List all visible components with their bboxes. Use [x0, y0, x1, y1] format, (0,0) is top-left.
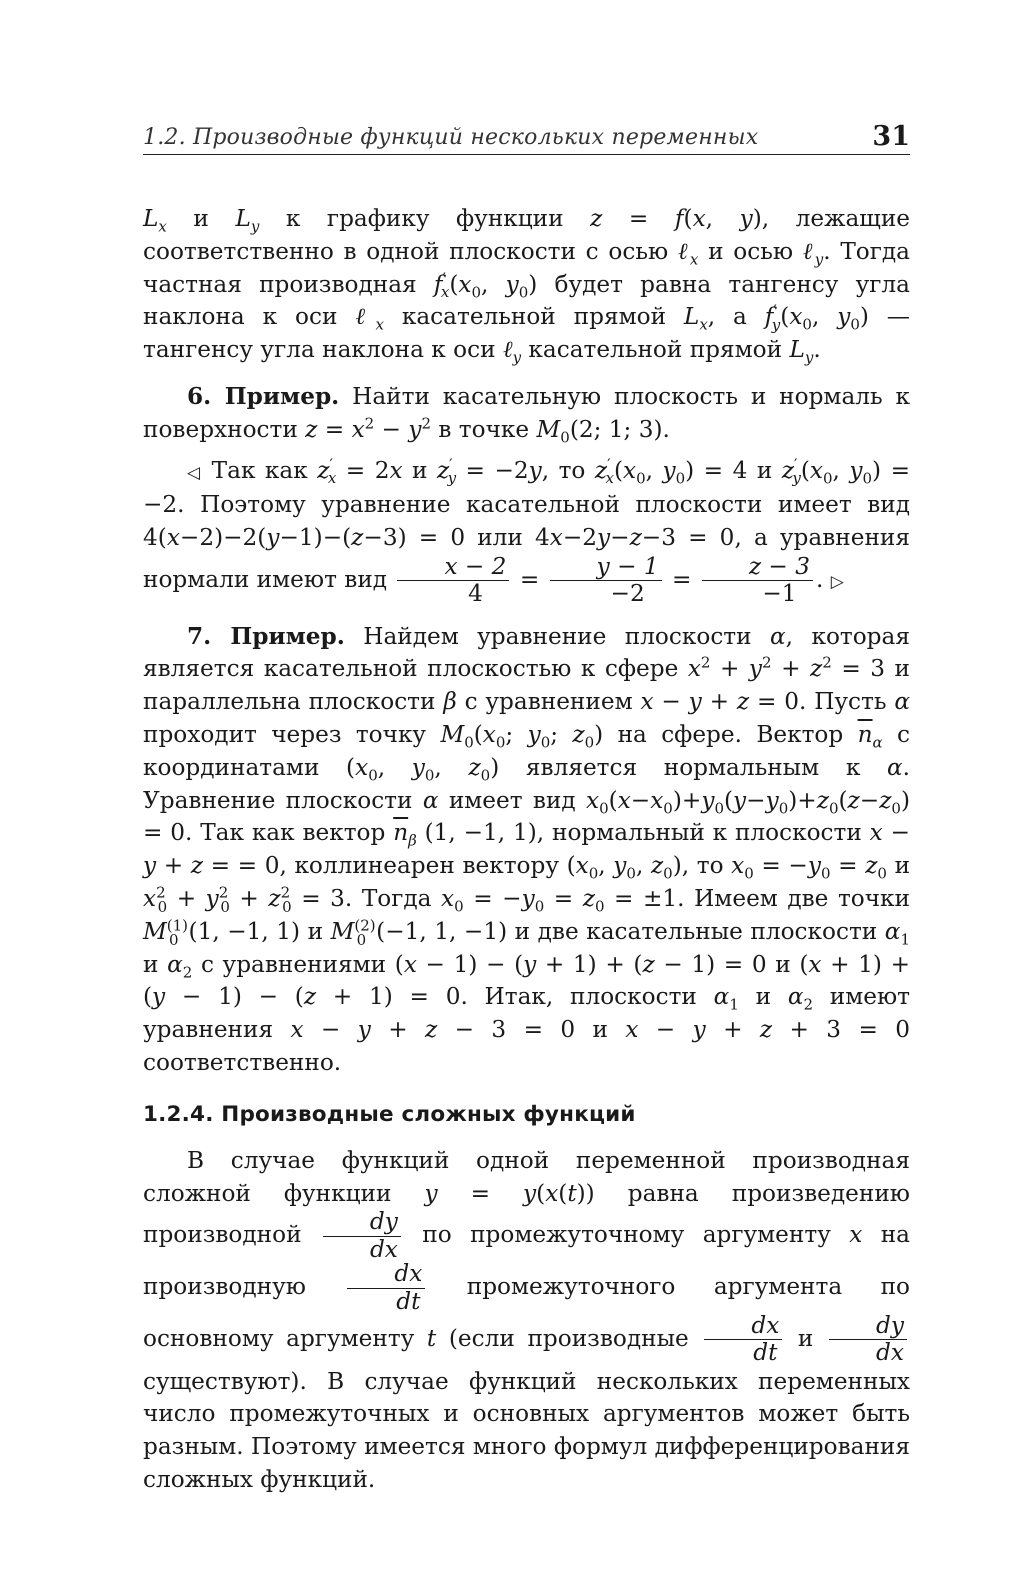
example-6-text: Найти касательную плоскость и нормаль к поверхности $z = x^2 - y^2$ в точке $M_0(2$; 1; 3). [143, 382, 910, 447]
normal-fraction-x: $\frac{x - 2}{4}$ [397, 555, 509, 607]
section-title: 1.2.4. Производные сложных функций [143, 1101, 636, 1127]
page-number: 31 [872, 121, 910, 152]
paragraph-tangent-lines: $L_x$ и $L_y$ к графику функции z = f(x, y), лежащие соответственно в одной плоскости с осью ℓ$_x$ и осью ℓ$_y$. Тогда частная производная $f'_x(x_0$, $y_0$) будет равна тангенсу угла наклона к оси ℓ$_x$ касательной прямой $L_x$, а $f'_y(x_0$, $y_0$) — тангенсу угла наклона к оси ℓ$_y$ касательной прямой $L_y$. [143, 205, 910, 367]
fraction-dy-dx-2: $\frac{dy}{dx}$ [829, 1314, 907, 1366]
example-6-statement [143, 381, 910, 447]
example-6-solution: ◁ Так как $z'_x = 2x$ и $z'_y = -2y$, то $z'_x(x_0$, $y_0) = 4$ и $z'_y(x_0$, $y_0) = -2$. Поэтому уравнение касательной плоскости имеет вид 4(x−2)−2(y−1)−(z−3) = 0 или 4x−2y−z−3 = 0, а уравнения нормали имеют вид $\frac{x - 2}{4}$ = $\frac{y - 1}{-2}$ = $\frac{z - 3}{-1}$ . ▷ [143, 454, 910, 608]
example-7-label: 7. Пример. [187, 622, 345, 650]
paragraph-composite-functions: В случае функций одной переменной производная сложной функции y = y(x(t)) равна произведению производной $\frac{dy}{dx}$ по промежуточному аргументу x на производную $\frac{dx}{dt}$ промежуточного аргумента по основному аргументу t (если производные $\frac{dx}{dt}$ и $\frac{dy}{dx}$ существуют). В случае функций нескольких переменных число промежуточных и основных аргументов может быть разным. Поэтому имеется много формул дифференцирования сложных функций. [143, 1146, 911, 1493]
example-7 [143, 621, 910, 1080]
page [143, 110, 910, 1497]
normal-fraction-z: $\frac{z - 3}{-1}$ [702, 555, 813, 607]
fraction-dx-dt-2: $\frac{dx}{dt}$ [704, 1314, 782, 1366]
fraction-dx-dt: $\frac{dx}{dt}$ [347, 1262, 425, 1314]
running-head [143, 110, 910, 155]
fraction-dy-dx: $\frac{dy}{dx}$ [323, 1210, 401, 1262]
page-body [143, 203, 910, 1497]
example-7-text: Найдем уравнение плоскости α, которая является касательной плоскостью к сфере $x^2 + y^2 + z^2 = 3$ и параллельна плоскости β с уравнением x − y + z = 0. Пусть α проходит через точку $M_0(x_0$; $y_0$; $z_0$) на сфере. Вектор $\overline{n}_\alpha$ с координатами ($x_0$, $y_0$, $z_0$) является нормальным к α. Уравнение плоскости α имеет вид $x_0(x-x_0)+y_0(y-y_0)+z_0(z-z_0) = 0$. Так как вектор $\overline{n}_\beta$ (1, −1, 1), нормальный к плоскости x − y + z = = 0, коллинеарен вектору ($x_0$, $y_0$, $z_0$), то $x_0 = -y_0 = z_0$ и $x^2_0 + y^2_0 + z^2_0 = 3$. Тогда $x_0 = -y_0 = z_0 = \pm 1$. Имеем две точки $M^{(1)}_0$ (1, −1, 1) и $M^{(2)}_0$ (−1, 1, −1) и две касательные плоскости $\alpha_1$ и $\alpha_2$ с уравнениями (x − 1) − (y + 1) + (z − 1) = 0 и (x + 1) + (y − 1) − (z + 1) = 0. Итак, плоскости $\alpha_1$ и $\alpha_2$ имеют уравнения x − y + z − 3 = 0 и x − y + z + 3 = 0 соответственно. [143, 622, 911, 1077]
example-6-label: 6. Пример. [187, 382, 340, 410]
running-title: 1.2. Производные функций нескольких переменных [143, 125, 759, 150]
normal-fraction-y: $\frac{y - 1}{-2}$ [550, 555, 662, 607]
